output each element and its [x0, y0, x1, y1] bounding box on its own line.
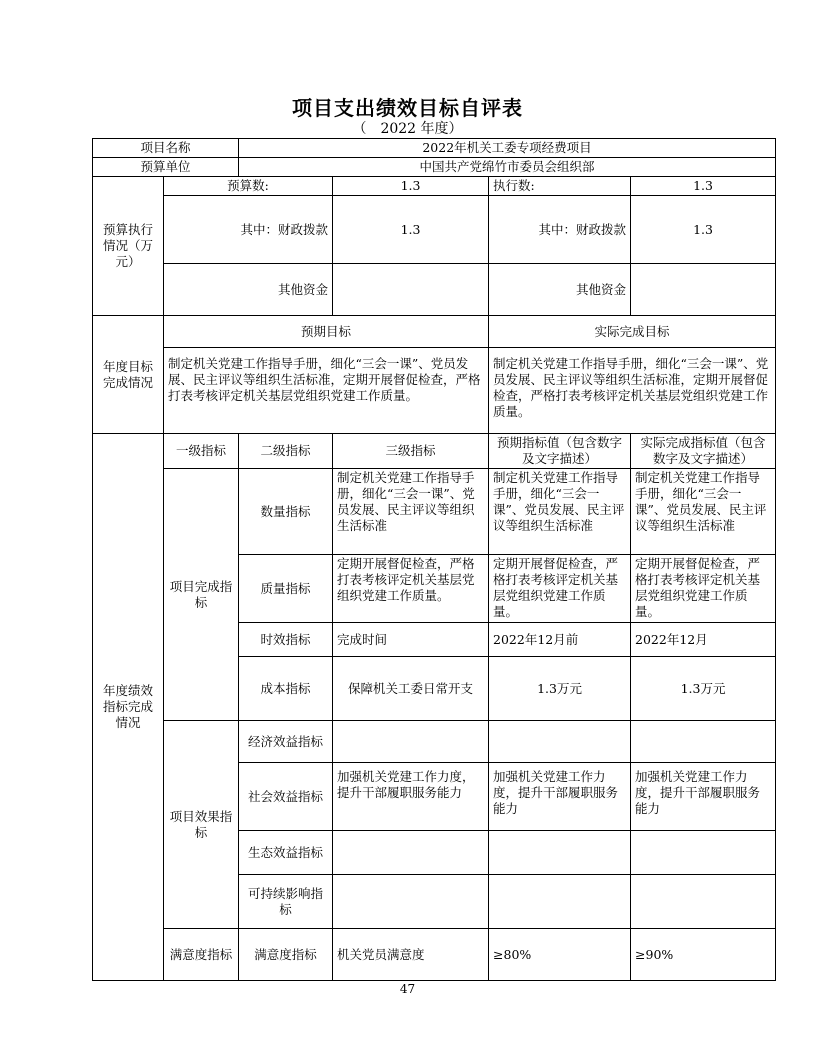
table-row-expected: ≥80% [489, 929, 631, 981]
fiscal-budget-value: 1.3 [333, 196, 489, 264]
other-funds-executed [631, 264, 776, 316]
header-actual: 实际完成指标值（包含数字及文字描述） [631, 434, 776, 469]
table-row-level2: 社会效益指标 [239, 763, 333, 831]
fiscal-executed-value: 1.3 [631, 196, 776, 264]
table-row-expected: 加强机关党建工作力度，提升干部履职服务能力 [489, 763, 631, 831]
page-number: 47 [399, 982, 416, 996]
table-row-level2: 生态效益指标 [239, 831, 333, 875]
table-row-expected [489, 875, 631, 929]
table-row-actual: 制定机关党建工作指导手册，细化“三会一课”、党员发展、民主评议等组织生活标准 [631, 469, 776, 555]
actual-goal-text: 制定机关党建工作指导手册，细化“三会一课”、党员发展、民主评议等组织生活标准，定期开展督促检查，严格打表考核评定机关基层党组织党建工作质量。 [489, 348, 776, 434]
expected-goal-label: 预期目标 [164, 316, 489, 348]
fiscal-budget-label: 其中：财政拨款 [164, 196, 333, 264]
table-row-actual [631, 875, 776, 929]
group-satisfaction: 满意度指标 [164, 929, 239, 981]
table-row-actual: 定期开展督促检查，严格打表考核评定机关基层党组织党建工作质量。 [631, 555, 776, 623]
budget-amount-value: 1.3 [333, 177, 489, 196]
table-row-level2: 时效指标 [239, 623, 333, 657]
table-row-actual [631, 831, 776, 875]
other-funds-budget [333, 264, 489, 316]
table-row-level2: 可持续影响指标 [239, 875, 333, 929]
table-row-level3 [333, 875, 489, 929]
performance-section-label: 年度绩效指标完成情况 [93, 434, 164, 981]
table-row-level3: 机关党员满意度 [333, 929, 489, 981]
other-funds-executed-label: 其他资金 [489, 264, 631, 316]
performance-table [92, 138, 776, 981]
budget-unit-label: 预算单位 [93, 158, 239, 177]
table-row-level3 [333, 831, 489, 875]
table-row-level3 [333, 721, 489, 763]
header-level1: 一级指标 [164, 434, 239, 469]
table-row-level2: 满意度指标 [239, 929, 333, 981]
expected-goal-text: 制定机关党建工作指导手册，细化“三会一课”、党员发展、民主评议等组织生活标准，定期开展督促检查，严格打表考核评定机关基层党组织党建工作质量。 [164, 348, 489, 434]
table-row-level2: 经济效益指标 [239, 721, 333, 763]
table-row-level3: 制定机关党建工作指导手册，细化“三会一课”、党员发展、民主评议等组织生活标准 [333, 469, 489, 555]
header-expected: 预期指标值（包含数字及文字描述） [489, 434, 631, 469]
table-row-actual: ≥90% [631, 929, 776, 981]
group-project-completion: 项目完成指标 [164, 469, 239, 721]
header-level2: 二级指标 [239, 434, 333, 469]
budget-section-label: 预算执行情况（万元） [93, 177, 164, 316]
table-row-actual: 加强机关党建工作力度，提升干部履职服务能力 [631, 763, 776, 831]
budget-unit-value: 中国共产党绵竹市委员会组织部 [239, 158, 776, 177]
actual-goal-label: 实际完成目标 [489, 316, 776, 348]
header-level3: 三级指标 [333, 434, 489, 469]
table-row-level3: 加强机关党建工作力度，提升干部履职服务能力 [333, 763, 489, 831]
table-row-actual: 2022年12月 [631, 623, 776, 657]
table-row-expected: 1.3万元 [489, 657, 631, 721]
fiscal-executed-label: 其中：财政拨款 [489, 196, 631, 264]
table-row-level3: 保障机关工委日常开支 [333, 657, 489, 721]
table-row-level2: 数量指标 [239, 469, 333, 555]
table-row-expected: 定期开展督促检查，严格打表考核评定机关基层党组织党建工作质量。 [489, 555, 631, 623]
table-row-expected [489, 831, 631, 875]
table-row-actual [631, 721, 776, 763]
page-title: 项目支出绩效目标自评表 [292, 96, 523, 120]
budget-amount-label: 预算数: [164, 177, 333, 196]
other-funds-label: 其他资金 [164, 264, 333, 316]
table-row-expected [489, 721, 631, 763]
executed-amount-label: 执行数: [489, 177, 631, 196]
project-name-value: 2022年机关工委专项经费项目 [239, 139, 776, 158]
table-row-level2: 质量指标 [239, 555, 333, 623]
group-project-effect: 项目效果指标 [164, 721, 239, 929]
annual-goal-section-label: 年度目标完成情况 [93, 316, 164, 434]
table-row-expected: 2022年12月前 [489, 623, 631, 657]
table-row-level2: 成本指标 [239, 657, 333, 721]
project-name-label: 项目名称 [93, 139, 239, 158]
table-row-level3: 定期开展督促检查，严格打表考核评定机关基层党组织党建工作质量。 [333, 555, 489, 623]
year-subtitle: （ 2022 年度） [352, 121, 463, 137]
table-row-expected: 制定机关党建工作指导手册，细化“三会一课”、党员发展、民主评议等组织生活标准 [489, 469, 631, 555]
table-row-level3: 完成时间 [333, 623, 489, 657]
table-row-actual: 1.3万元 [631, 657, 776, 721]
executed-amount-value: 1.3 [631, 177, 776, 196]
